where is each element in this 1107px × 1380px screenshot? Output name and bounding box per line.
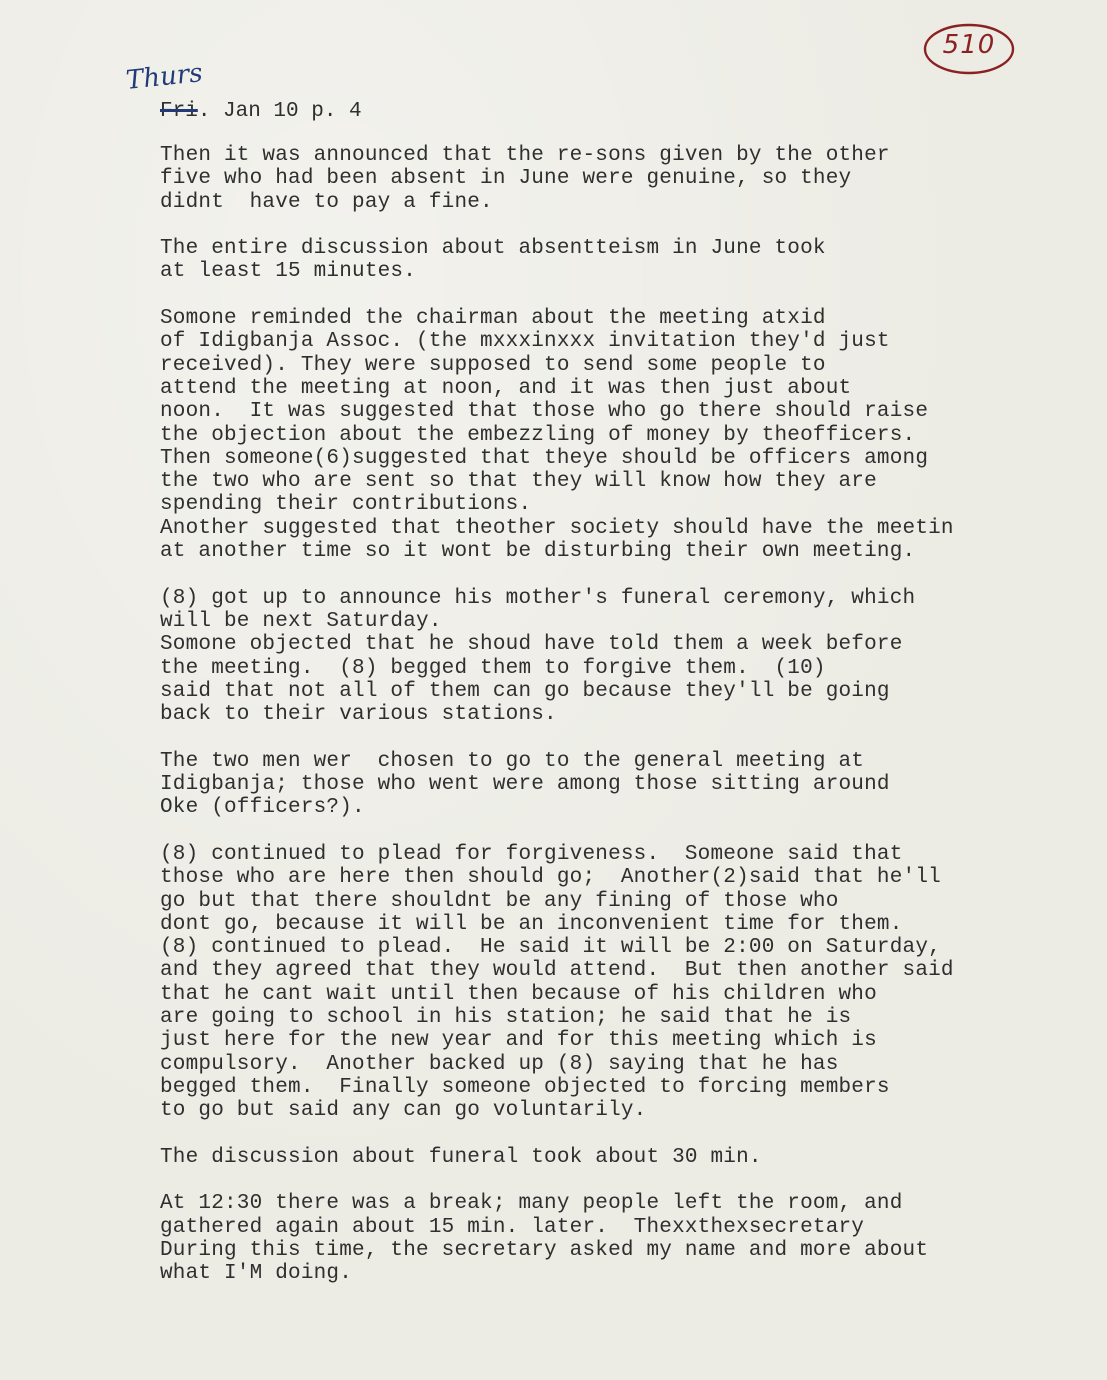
text-line: During this time, the secretary asked my name and more about (160, 1238, 929, 1262)
text-line: Then someone(6)suggested that theye should be officers among (160, 446, 929, 470)
text-line: just here for the new year and for this meeting which is (160, 1029, 877, 1053)
text-line: of Idigbanja Assoc. (the mxxxinxxx invitation they'd just (160, 330, 890, 354)
text-line: (8) got up to announce his mother's funeral ceremony, which (160, 586, 916, 610)
text-line: compulsory. Another backed up (8) saying that he has (160, 1052, 839, 1076)
text-line: that he cant wait until then because of his children who (160, 982, 877, 1006)
text-line: Somone objected that he shoud have told them a week before (160, 633, 903, 657)
paragraph (160, 144, 1060, 214)
text-line: Somone reminded the chairman about the meeting atxid (160, 307, 826, 331)
text-line: Another suggested that theother society should have the meetin (160, 516, 954, 540)
text-line: begged them. Finally someone objected to forcing members (160, 1075, 890, 1099)
text-line: said that not all of them can go because they'll be going (160, 679, 890, 703)
text-line: gathered again about 15 min. later. Thexxthexsecretary (160, 1215, 865, 1239)
text-line: those who are here then should go; Another(2)said that he'll (160, 866, 941, 890)
text-line: The two men wer chosen to go to the general meeting at (160, 749, 865, 773)
date-text: . Jan 10 p. 4 (197, 100, 362, 123)
paragraph (160, 307, 1060, 563)
text-line: will be next Saturday. (160, 609, 442, 633)
struck-day: Fri (160, 100, 198, 123)
text-line: back to their various stations. (160, 703, 557, 727)
text-line: the meeting. (8) begged them to forgive them. (10) (160, 656, 826, 680)
paragraph (160, 750, 1060, 820)
text-line: Oke (officers?). (160, 796, 365, 820)
text-line: received). They were supposed to send some people to (160, 353, 826, 377)
text-line: to go but said any can go voluntarily. (160, 1099, 647, 1123)
text-line: Idigbanja; those who went were among those sitting around (160, 773, 890, 797)
paragraph (160, 1192, 1060, 1285)
text-line: at least 15 minutes. (160, 260, 417, 284)
text-line: Then it was announced that the re-sons given by the other (160, 144, 890, 167)
paragraph (160, 237, 1060, 284)
text-line: The entire discussion about absentteism in June took (160, 237, 826, 261)
text-line: (8) continued to plead. He said it will be 2:00 on Saturday, (160, 936, 941, 960)
body-text (160, 144, 1060, 1309)
dateline (160, 100, 362, 124)
text-line: and they agreed that they would attend. But then another said (160, 959, 954, 983)
text-line: (8) continued to plead for forgiveness. Someone said that (160, 842, 903, 866)
paragraph (160, 587, 1060, 727)
text-line: five who had been absent in June were genuine, so they (160, 167, 852, 191)
page-number: 510 (942, 30, 996, 60)
text-line: The discussion about funeral took about 30 min. (160, 1145, 762, 1169)
handwritten-day-correction: Thurs (124, 58, 204, 96)
text-line: spending their contributions. (160, 493, 532, 517)
text-line: At 12:30 there was a break; many people left the room, and (160, 1192, 903, 1216)
text-line: at another time so it wont be disturbing their own meeting. (160, 540, 916, 564)
text-line: didnt have to pay a fine. (160, 190, 493, 214)
text-line: dont go, because it will be an inconvenient time for them. (160, 912, 903, 936)
text-line: go but that there shouldnt be any fining of those who (160, 889, 839, 913)
paragraph (160, 1146, 1060, 1169)
text-line: what I'M doing. (160, 1262, 353, 1286)
text-line: the two who are sent so that they will know how they are (160, 470, 877, 494)
text-line: the objection about the embezzling of money by theofficers. (160, 423, 916, 447)
text-line: attend the meeting at noon, and it was then just about (160, 376, 852, 400)
text-line: are going to school in his station; he said that he is (160, 1005, 852, 1029)
page-number-stamp (922, 22, 1016, 76)
text-line: noon. It was suggested that those who go there should raise (160, 400, 929, 424)
paragraph (160, 843, 1060, 1123)
